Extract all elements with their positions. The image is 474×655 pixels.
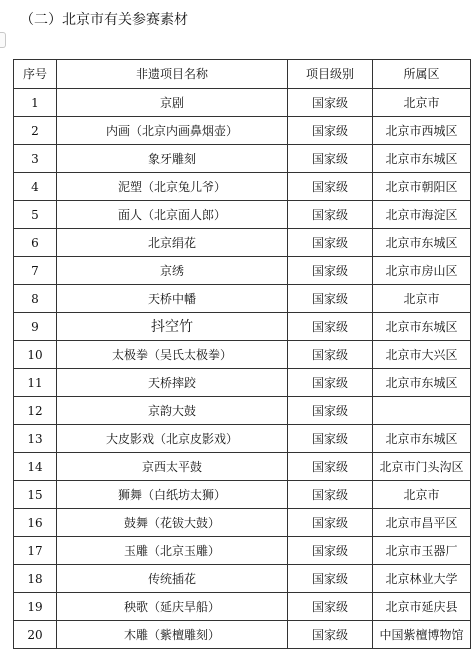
table-row [14,89,471,117]
cell-project-name: 京剧 [57,89,288,117]
cell-serial-number: 15 [14,481,57,509]
cell-project-name: 泥塑（北京兔儿爷） [57,173,288,201]
cell-district: 北京市东城区 [373,229,471,257]
cell-district: 北京市东城区 [373,369,471,397]
cell-project-name: 京西太平鼓 [57,453,288,481]
cell-district: 北京市东城区 [373,313,471,341]
cell-serial-number: 17 [14,537,57,565]
cell-serial-number: 9 [14,313,57,341]
cell-project-name: 京韵大鼓 [57,397,288,425]
cell-project-level: 国家级 [288,369,373,397]
table-row [14,145,471,173]
cell-project-name: 内画（北京内画鼻烟壶） [57,117,288,145]
cell-district: 中国紫檀博物馆 [373,621,471,649]
cell-project-name: 传统插花 [57,565,288,593]
cell-project-level: 国家级 [288,229,373,257]
cell-district: 北京市 [373,89,471,117]
table-row [14,173,471,201]
table-row [14,257,471,285]
cell-district: 北京市 [373,285,471,313]
cell-project-level: 国家级 [288,593,373,621]
cell-project-level: 国家级 [288,621,373,649]
cell-project-level: 国家级 [288,453,373,481]
cell-serial-number: 13 [14,425,57,453]
cell-serial-number: 16 [14,509,57,537]
cell-serial-number: 5 [14,201,57,229]
cell-project-name: 京绣 [57,257,288,285]
cell-serial-number: 11 [14,369,57,397]
cell-project-level: 国家级 [288,313,373,341]
cell-district: 北京市延庆县 [373,593,471,621]
header-serial-number: 序号 [14,60,57,89]
cell-project-level: 国家级 [288,509,373,537]
cell-district: 北京市东城区 [373,145,471,173]
cell-serial-number: 12 [14,397,57,425]
table-row [14,425,471,453]
cell-project-name: ⼤皮影戏（北京皮影戏） [57,425,288,453]
cell-district: 北京林业大学 [373,565,471,593]
cell-project-name: 抖空竹 [57,313,288,341]
table-row [14,117,471,145]
cell-serial-number: 1 [14,89,57,117]
cell-serial-number: 6 [14,229,57,257]
page-title: （二）北京市有关参赛素材 [20,12,188,28]
cell-project-level: 国家级 [288,481,373,509]
cell-project-name: 北京绢花 [57,229,288,257]
cell-project-name: 狮舞（白纸坊太狮） [57,481,288,509]
cell-serial-number: 10 [14,341,57,369]
cell-project-level: 国家级 [288,285,373,313]
table-row [14,621,471,649]
cell-project-level: 国家级 [288,257,373,285]
cell-serial-number: 8 [14,285,57,313]
cell-serial-number: 3 [14,145,57,173]
table-row [14,313,471,341]
cell-district [373,397,471,425]
cell-project-level: 国家级 [288,201,373,229]
cell-district: 北京市朝阳区 [373,173,471,201]
cell-project-level: 国家级 [288,145,373,173]
cell-district: 北京市昌平区 [373,509,471,537]
cell-project-name: 木雕（紫檀雕刻） [57,621,288,649]
cell-district: 北京市海淀区 [373,201,471,229]
cell-project-level: 国家级 [288,117,373,145]
cell-project-level: 国家级 [288,341,373,369]
cell-project-name: 玉雕（北京玉雕） [57,537,288,565]
table-row [14,229,471,257]
table-row [14,201,471,229]
header-project-level: 项目级别 [288,60,373,89]
cell-district: 北京市大兴区 [373,341,471,369]
table-row [14,481,471,509]
cell-project-level: 国家级 [288,397,373,425]
heritage-table [13,59,471,649]
cell-district: 北京市东城区 [373,425,471,453]
cell-district: 北京市门头沟区 [373,453,471,481]
cell-project-level: 国家级 [288,565,373,593]
cell-project-name: 鼓舞（花钹大鼓） [57,509,288,537]
cell-serial-number: 4 [14,173,57,201]
cell-project-name: 秧歌（延庆旱船） [57,593,288,621]
table-row [14,509,471,537]
cell-project-level: 国家级 [288,89,373,117]
page-edge-marker [0,32,6,48]
cell-serial-number: 18 [14,565,57,593]
header-project-name: 非遗项目名称 [57,60,288,89]
cell-project-name: 面人（北京面人郎） [57,201,288,229]
cell-serial-number: 7 [14,257,57,285]
cell-serial-number: 20 [14,621,57,649]
cell-district: 北京市 [373,481,471,509]
cell-district: 北京市玉器厂 [373,537,471,565]
cell-serial-number: 14 [14,453,57,481]
cell-serial-number: 2 [14,117,57,145]
cell-serial-number: 19 [14,593,57,621]
table-body [14,89,471,649]
table-row [14,565,471,593]
cell-district: 北京市房山区 [373,257,471,285]
table-row [14,369,471,397]
table-header-row [14,60,471,89]
table-row [14,397,471,425]
cell-project-level: 国家级 [288,173,373,201]
cell-district: 北京市西城区 [373,117,471,145]
table-row [14,593,471,621]
table-row [14,453,471,481]
cell-project-name: 天桥中幡 [57,285,288,313]
table-row [14,537,471,565]
cell-project-name: 太极拳（吴氏太极拳） [57,341,288,369]
cell-project-level: 国家级 [288,537,373,565]
cell-project-name: 天桥摔跤 [57,369,288,397]
table-row [14,285,471,313]
cell-project-name: 象牙雕刻 [57,145,288,173]
cell-project-level: 国家级 [288,425,373,453]
table-row [14,341,471,369]
header-district: 所属区 [373,60,471,89]
